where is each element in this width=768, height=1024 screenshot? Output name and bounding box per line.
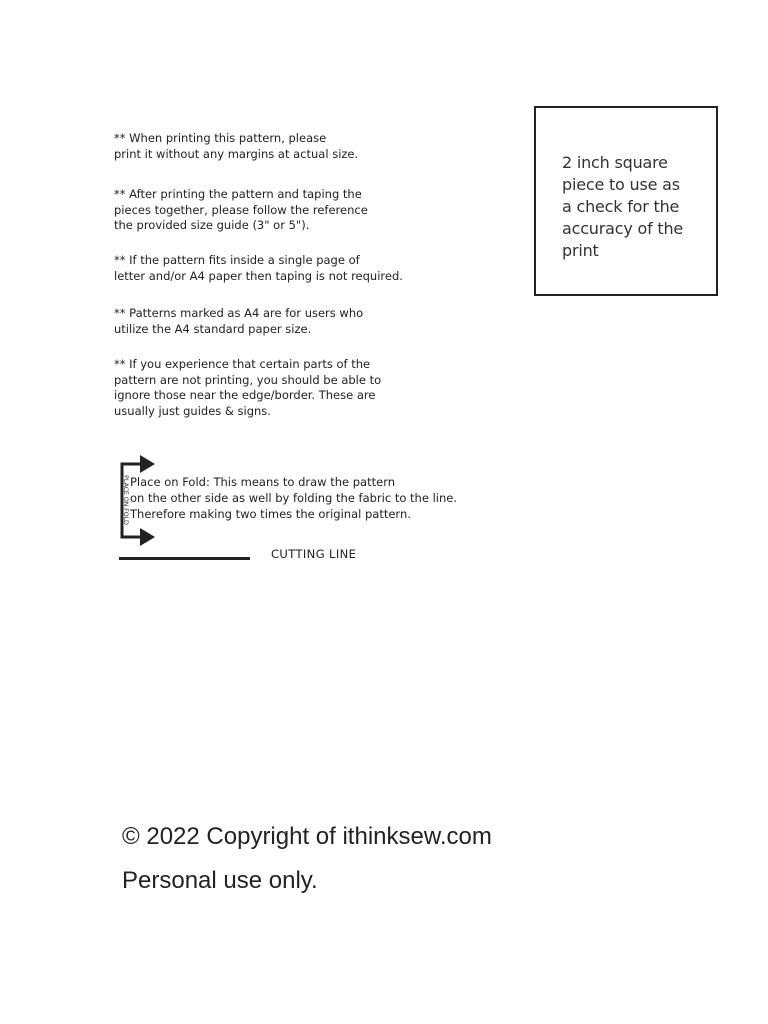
fold-text-line: on the other side as well by folding the fabric to the line. [130,491,457,505]
personal-use-text: Personal use only. [122,867,318,894]
copyright-block [122,815,492,903]
note-line: pieces together, please follow the reference [114,202,368,217]
square-text-line: 2 inch square [562,153,668,172]
note-taping-size-guide [114,187,514,234]
fold-bottom-arrow-icon [140,528,155,546]
note-line: ** After printing the pattern and taping the [114,187,362,201]
note-line: ** When printing this pattern, please [114,131,327,145]
cutting-line-sample [119,557,250,560]
note-missing-parts [114,357,514,419]
fold-text-line: Place on Fold: This means to draw the pattern [130,475,396,489]
two-inch-check-square [534,106,718,296]
note-line: ** If the pattern fits inside a single page of [114,253,360,267]
note-line: ** If you experience that certain parts of the [114,357,371,371]
note-line: ignore those near the edge/border. These are [114,388,376,402]
note-printing-margins [114,131,514,162]
square-text-line: accuracy of the [562,219,684,238]
fold-top-arrow-icon [140,455,155,473]
copyright-text: © 2022 Copyright of ithinksew.com [122,823,492,850]
place-on-fold-vertical-label: PLACE ON FOLD [122,475,130,525]
square-text-line: a check for the [562,197,680,216]
note-a4-patterns [114,306,514,337]
place-on-fold-description [130,474,457,522]
square-text-line: print [562,241,599,260]
note-line: the provided size guide (3" or 5"). [114,218,310,232]
note-line: utilize the A4 standard paper size. [114,321,312,336]
fold-text-line: Therefore making two times the original pattern. [130,507,411,521]
note-line: pattern are not printing, you should be able to [114,372,382,387]
note-line: usually just guides & signs. [114,403,271,418]
note-single-page [114,253,514,284]
square-text-line: piece to use as [562,175,680,194]
square-check-text [562,152,712,262]
note-line: ** Patterns marked as A4 are for users who [114,306,364,320]
note-line: print it without any margins at actual size. [114,146,359,161]
note-line: letter and/or A4 paper then taping is not required. [114,268,403,283]
cutting-line-label: CUTTING LINE [271,547,357,561]
